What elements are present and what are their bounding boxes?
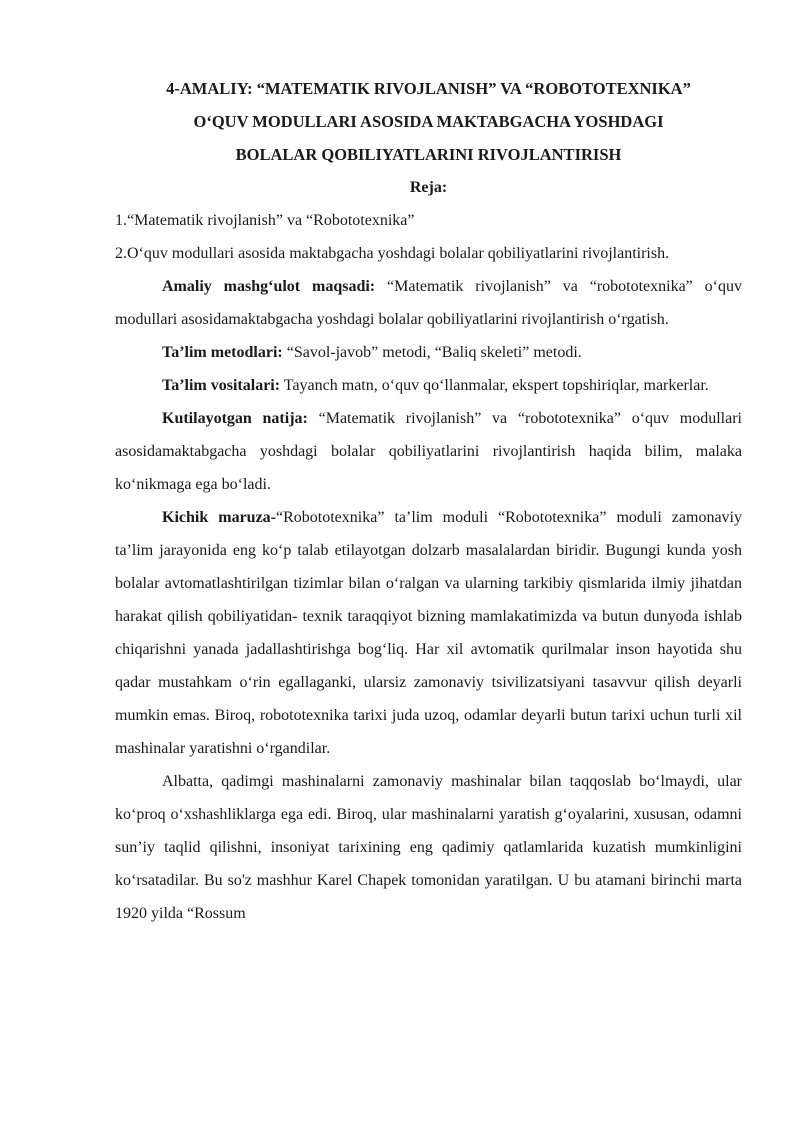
section-short-lecture <box>115 501 742 765</box>
section-expected-result <box>115 402 742 501</box>
section-methods <box>115 336 742 369</box>
document-title <box>115 72 742 171</box>
title-line-2: O‘QUV MODULLARI ASOSIDA MAKTABGACHA YOSHDAGI <box>193 112 664 131</box>
section-objective-text: “Matematik rivojlanish” va “robototexnika” o‘quv modullari asosidamaktabgacha yoshdagi bolalar qobiliyatlarini rivojlantirish o‘rgatish. <box>115 278 742 328</box>
plan-item-2: 2.O‘quv modullari asosida maktabgacha yoshdagi bolalar qobiliyatlarini rivojlantirish. <box>115 245 670 262</box>
title-line-1: 4-AMALIY: “MATEMATIK RIVOJLANISH” VA “ROBOTOTEXNIKA” <box>166 79 691 98</box>
section-tools <box>115 369 742 402</box>
section-tools-text: Tayanch matn, o‘quv qo‘llanmalar, ekspert topshiriqlar, markerlar. <box>280 377 709 394</box>
section-expected-result-text: “Matematik rivojlanish” va “robototexnika” o‘quv modullari asosidamaktabgacha yoshdagi bolalar qobiliyatlarini rivojlantirish haqida bilim, malaka ko‘nikmaga ega bo‘ladi. <box>115 410 742 493</box>
section-short-lecture-text: “Robototexnika” ta’lim moduli “Robototexnika” moduli zamonaviy ta’lim jarayonida eng ko‘p talab etilayotgan dolzarb masalalardan biridir. Bugungi kunda yosh bolalar avtomatlashtirilgan tizimlar bilan o‘ralgan va ularning tarkibiy qismlarida ilmiy jihatdan harakat qilish qobiliyatidan- texnik taraqqiyot bizning mamlakatimizda va butun dunyoda ishlab chiqarishni yanada jadallashtirishga bog‘liq. Har xil avtomatik qurilmalar inson hayotida shu qadar mustahkam o‘rin egallaganki, ularsiz zamonaviy tsivilizatsiyani tasavvur qilish deyarli mumkin emas. Biroq, robototexnika tarixi juda uzoq, odamlar deyarli butun tarixi uchun turli xil mashinalar yaratishni o‘rgandilar. <box>115 509 742 757</box>
title-line-3: BOLALAR QOBILIYATLARINI RIVOJLANTIRISH <box>235 145 622 164</box>
plan-item-1: 1.“Matematik rivojlanish” va “Robototexnika” <box>115 212 415 229</box>
section-methods-text: “Savol-javob” metodi, “Baliq skeleti” metodi. <box>282 344 582 361</box>
section-short-lecture-label: Kichik maruza- <box>162 509 277 526</box>
section-objective <box>115 270 742 336</box>
section-expected-result-label: Kutilayotgan natija: <box>162 410 308 427</box>
section-tools-label: Ta’lim vositalari: <box>162 377 281 394</box>
section-methods-label: Ta’lim metodlari: <box>162 344 283 361</box>
closing-paragraph: Albatta, qadimgi mashinalarni zamonaviy mashinalar bilan taqqoslab bo‘lmaydi, ular ko‘proq o‘xshashliklarga ega edi. Biroq, ular mashinalarni yaratish g‘oyalarini, xususan, odamni sun’iy taqlid qilishni, insoniyat tarixining eng qadimiy qatlamlarida kuzatish mumkinligini ko‘rsatadilar. Bu so'z mashhur Karel Chapek tomonidan yaratilgan. U bu atamani birinchi marta 1920 yilda “Rossum <box>115 773 742 922</box>
section-objective-label: Amaliy mashg‘ulot maqsadi: <box>162 278 376 295</box>
document-page <box>115 72 742 930</box>
plan-heading: Reja: <box>409 179 448 196</box>
